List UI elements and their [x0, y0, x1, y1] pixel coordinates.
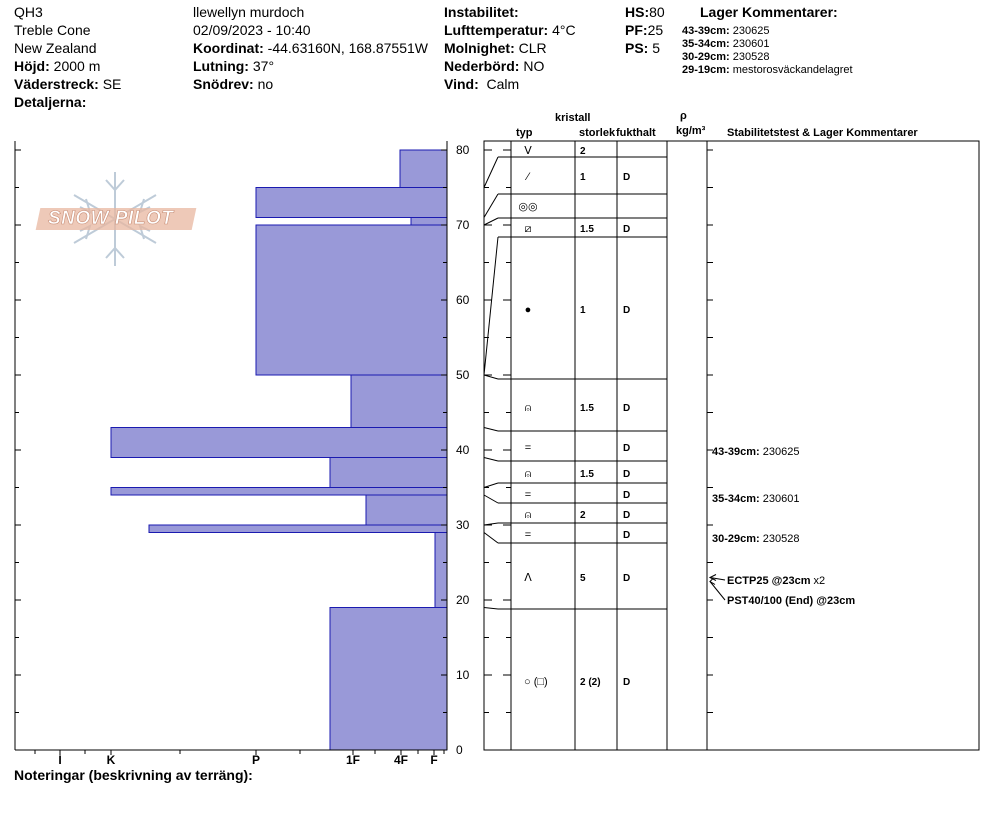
- stability-comment: [712, 446, 799, 458]
- stability-comment-text: 230625: [762, 446, 800, 458]
- hardness-tick-label: P: [251, 753, 261, 767]
- hardness-bar: [400, 150, 447, 188]
- site-country: New Zealand: [14, 40, 97, 56]
- height-tick-label: 60: [456, 293, 470, 307]
- height-tick-label: 50: [456, 368, 470, 382]
- layer-connector: [484, 483, 498, 488]
- stability-test-name: ECTP25 @23cm: [727, 575, 814, 587]
- layer-connector: [484, 533, 498, 544]
- layer-connector: [484, 375, 498, 379]
- layer-comment-range: 29-19cm:: [682, 64, 730, 76]
- ps-label: PS:: [625, 40, 649, 56]
- grain-type-symbol: ᐯ: [524, 145, 532, 157]
- hardness-bar: [111, 428, 447, 458]
- stability-comment-range: 30-29cm:: [712, 533, 763, 545]
- cloud-label: Molnighet:: [444, 40, 515, 56]
- grain-type-symbol: ⁄: [527, 171, 529, 183]
- grain-size-value: 1.5: [580, 403, 594, 414]
- hardness-bar: [149, 525, 447, 533]
- height-label: Höjd:: [14, 58, 50, 74]
- logo-text: SNOW PILOT: [48, 208, 174, 229]
- airtemp-label: Lufttemperatur:: [444, 22, 549, 38]
- stability-comment: [712, 493, 799, 505]
- hardness-bar: [411, 218, 447, 226]
- datetime: 02/09/2023 - 10:40: [193, 22, 311, 38]
- hardness-tick-label: F: [430, 753, 438, 767]
- grain-size-value: 1: [580, 172, 586, 183]
- col-type: typ: [516, 127, 533, 139]
- grain-type-symbol: =: [524, 529, 532, 541]
- precip-value: NO: [523, 58, 545, 74]
- grain-size-value: 2 (2): [580, 677, 601, 688]
- grain-type-symbol: ᐱ: [524, 572, 532, 584]
- hardness-tick-label: 1F: [345, 753, 361, 767]
- stability-test: PST40/100 (End) @23cm: [727, 595, 856, 607]
- layer-comment-text: 230601: [732, 38, 770, 50]
- grain-type-symbol: ⍝: [524, 468, 532, 480]
- hardness-tick-label: 4F: [393, 753, 409, 767]
- col-crystal: kristall: [555, 112, 591, 124]
- cloud-value: CLR: [518, 40, 547, 56]
- grain-type-symbol: ○ (□): [524, 676, 548, 688]
- col-moisture: fukthalt: [616, 127, 656, 139]
- hardness-bar: [111, 488, 447, 496]
- col-size: storlek: [579, 127, 615, 139]
- layer-comment-text: 230625: [732, 25, 770, 37]
- grain-type-symbol: =: [524, 442, 532, 454]
- wind-label: Vind:: [444, 76, 479, 92]
- layer-connector: [484, 428, 498, 432]
- instability-label: Instabilitet:: [444, 4, 519, 20]
- layer-connector: [484, 237, 498, 375]
- hardness-bar: [435, 533, 447, 608]
- moisture-value: D: [623, 469, 631, 480]
- drift-value: no: [257, 76, 274, 92]
- layer-connector: [484, 458, 498, 462]
- stability-comment-text: 230528: [762, 533, 800, 545]
- height-tick-label: 80: [456, 143, 470, 157]
- height-tick-label: 40: [456, 443, 470, 457]
- test-arrow-line: [710, 582, 725, 601]
- stability-comment: [712, 533, 799, 545]
- height-value: 2000 m: [53, 58, 101, 74]
- grain-type-symbol: ⧄: [524, 223, 532, 235]
- hs-value: 80: [649, 4, 665, 20]
- pf-value: 25: [647, 22, 664, 38]
- drift-label: Snödrev:: [193, 76, 254, 92]
- layer-connector: [484, 157, 498, 188]
- col-stability: Stabilitetstest & Lager Kommentarer: [727, 127, 918, 139]
- height-tick-label: 20: [456, 593, 470, 607]
- hardness-tick-label: I: [58, 753, 62, 767]
- layer-comment-range: 30-29cm:: [682, 51, 730, 63]
- moisture-value: D: [623, 677, 631, 688]
- slope-label: Lutning:: [193, 58, 249, 74]
- hardness-bar: [256, 188, 447, 218]
- layer-comment-range: 43-39cm:: [682, 25, 730, 37]
- observer: llewellyn murdoch: [193, 4, 305, 20]
- grain-size-value: 2: [580, 510, 586, 521]
- slope-value: 37°: [252, 58, 275, 74]
- moisture-value: D: [623, 224, 631, 235]
- grain-size-value: 1.5: [580, 469, 594, 480]
- wind-value: Calm: [486, 76, 520, 92]
- moisture-value: D: [623, 573, 631, 584]
- layer-comment-text: 230528: [732, 51, 770, 63]
- height-tick-label: 0: [456, 743, 463, 757]
- stability-comment-range: 35-34cm:: [712, 493, 763, 505]
- layer-comment-range: 35-34cm:: [682, 38, 730, 50]
- hs-label: HS:: [625, 4, 650, 20]
- layer-connector: [484, 218, 498, 225]
- layer-connector: [484, 194, 498, 218]
- stability-comment-text: 230601: [762, 493, 800, 505]
- details-label: Detaljerna:: [14, 94, 87, 110]
- grain-size-value: 1: [580, 305, 586, 316]
- grain-type-symbol: ◎◎: [518, 201, 538, 213]
- layer-comment-text: mestorosväckandelagret: [732, 64, 853, 76]
- hardness-bar: [351, 375, 447, 428]
- hardness-tick-label: K: [106, 753, 116, 767]
- height-tick-label: 70: [456, 218, 470, 232]
- col-density-unit: kg/m³: [676, 125, 706, 137]
- moisture-value: D: [623, 305, 631, 316]
- hardness-bar: [256, 225, 447, 375]
- layer-connector: [484, 495, 498, 503]
- moisture-value: D: [623, 490, 631, 501]
- coord-value: -44.63160N, 168.87551W: [267, 40, 428, 56]
- grain-type-symbol: ⍝: [524, 402, 532, 414]
- grain-type-symbol: =: [524, 489, 532, 501]
- layer-comments-title: Lager Kommentarer:: [700, 4, 838, 20]
- col-rho: ρ: [680, 110, 687, 122]
- stability-comment-range: 43-39cm:: [712, 446, 763, 458]
- stability-test-extra: x2: [813, 575, 826, 587]
- ps-value: 5: [652, 40, 661, 56]
- layer-connector: [484, 608, 498, 610]
- grain-type-symbol: ⍝: [524, 509, 532, 521]
- stability-test: [727, 575, 825, 587]
- pf-label: PF:: [625, 22, 648, 38]
- moisture-value: D: [623, 172, 631, 183]
- height-tick-label: 10: [456, 668, 470, 682]
- moisture-value: D: [623, 443, 631, 454]
- moisture-value: D: [623, 510, 631, 521]
- grain-type-symbol: ●: [524, 304, 532, 316]
- moisture-value: D: [623, 403, 631, 414]
- site-name: Treble Cone: [14, 22, 91, 38]
- airtemp-value: 4°C: [552, 22, 576, 38]
- hardness-bar: [330, 608, 447, 751]
- site-code: QH3: [14, 4, 43, 20]
- precip-label: Nederbörd:: [444, 58, 520, 74]
- aspect-value: SE: [102, 76, 122, 92]
- height-tick-label: 30: [456, 518, 470, 532]
- moisture-value: D: [623, 530, 631, 541]
- coord-label: Koordinat:: [193, 40, 264, 56]
- grain-size-value: 1.5: [580, 224, 594, 235]
- grain-size-value: 5: [580, 573, 586, 584]
- terrain-notes-label: Noteringar (beskrivning av terräng):: [14, 767, 253, 783]
- hardness-bar: [366, 495, 447, 525]
- aspect-label: Väderstreck:: [14, 76, 99, 92]
- grain-size-value: 2: [580, 146, 586, 157]
- hardness-bar: [330, 458, 447, 488]
